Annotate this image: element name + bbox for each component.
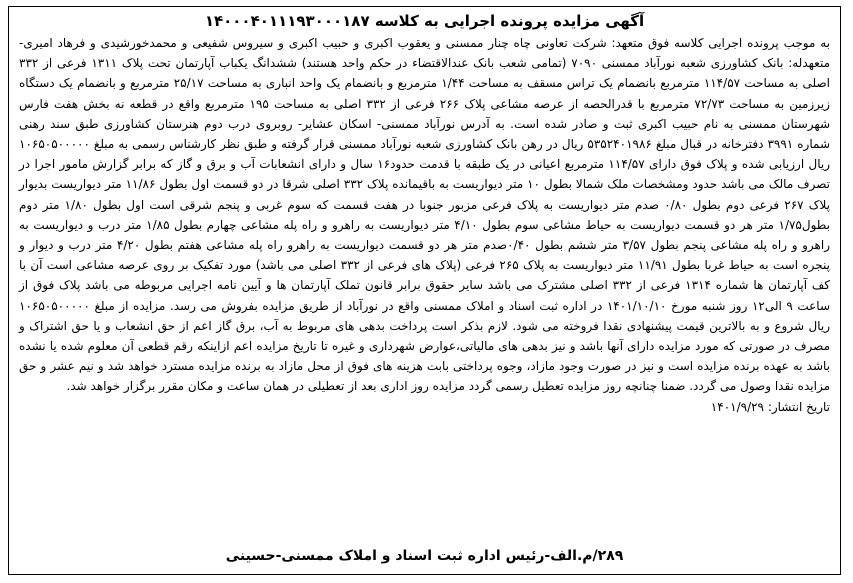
notice-signature: ۲۸۹/م.الف-رئیس اداره ثبت اسناد و املاک ممسنی-حسینی bbox=[225, 548, 624, 564]
notice-body: به موجب پرونده اجرایی کلاسه فوق متعهد: شرکت تعاونی چاه چنار ممسنی و یعقوب اکبری و حبیب اکبری و سیروس شفیعی و محمدخورشیدی و فرهاد امیری- متعهدله: بانک کشاورزی شعبه نورآباد ممسنی ۷۰۹۰ (تمامی شعب بانک عندالاقتضاء در حکم واحد هستند) ششدانگ یکباب آپارتمان تحت پلاک ۱۳۱۱ فرعی از ۳۳۲ اصلی به مساحت ۱۱۴/۵۷ مترمربع بانضمام یک تراس مسقف به مساحت ۱/۴۴ مترمربع و بانضمام یک واحد انباری به مساحت ۲۵/۱۷ مترمربع و بانضمام یک دستگاه زیرزمین به مساحت ۷۲/۷۳ مترمربع با قدرالحصه از عرصه مشاعی پلاک ۲۶۶ فرعی از ۳۳۲ اصلی به مساحت ۱۹۵ مترمربع واقع در قطعه نه بخش هفت فارس شهرستان ممسنی به نام حبیب اکبری ثبت و صادر شده است. به آدرس نورآباد ممسنی- اسکان عشایر- روبروی درب دوم هنرستان کشاورزی طبق سند رهنی شماره ۳۹۹۱ دفترخانه در قبال مبلغ ۵۳۵۲۴۰۱۹۸۶ ریال در رهن بانک کشاورزی شعبه نورآباد ممسنی قرار گرفته و طبق نظر کارشناس رسمی به مبلغ ۱۰۶۵۰۵۰۰۰۰۰ ریال ارزیابی شده و پلاک فوق دارای ۱۱۴/۵۷ مترمربع اعیانی در یک طبقه با قدمت حدود۱۶ سال و دارای انشعابات آب و برق و گاز که برابر گزارش مامور اجرا در تصرف مالک می باشد حدود ومشخصات ملک شمالا بطول ۱۰ متر دیواریست به باقیمانده پلاک ۳۳۲ اصلی شرقا در دو قسمت اول بطول ۱۱/۸۶ متر دیواریست بدیوار پلاک ۲۶۷ فرعی دوم بطول ۰/۸۰ صدم متر دیواریست به پلاک فرعی مزبور جنوبا در هفت قسمت که سوم غربی و پنجم شرقی است اول بطول ۱/۸۰ متر دوم بطول۱/۷۵ متر هر دو قسمت دیواریست به حیاط مشاعی سوم بطول ۴/۱۰ متر دیواریست به راهرو و راه پله مشاعی چهارم بطول ۱/۸۵ متر درب و دیواریست به راهرو و راه پله مشاعی پنجم بطول ۳/۵۷ متر ششم بطول ۰/۴۰صدم متر هر دو قسمت دیواریست به راهرو راه پله مشاعی هفتم بطول ۴/۲۰ متر درب و دیوار و پنجره است به حیاط غربا بطول ۱۱/۹۱ متر دیواریست به پلاک ۲۶۵ فرعی (پلاک های فرعی از ۳۳۲ اصلی می باشد) مورد تفکیک بر روی عرصه مشاعی است آن با کف آپارتمان ها شماره ۱۳۱۴ فرعی از ۳۳۲ اصلی مشترک می باشد سایر حقوق برابر قانون تملک آپارتمان ها و آیین نامه اجرایی مربوطه می باشد پلاک فوق از ساعت ۹ الی۱۲ روز شنبه مورخ ۱۴۰۱/۱۰/۱۰ در اداره ثبت اسناد و املاک ممسنی واقع در نورآباد از طریق مزایده بفروش می رسد. مزایده از مبلغ ۱۰۶۵۰۵۰۰۰۰۰ ریال شروع و به بالاترین قیمت پیشنهادی نقدا فروخته می شود. لازم بذکر است پرداخت بدهی های مربوط به آب، برق گاز اعم از حق انشعاب و یا حق اشتراک و مصرف در صورتی که مورد مزایده دارای آنها باشد و نیز بدهی های مالیاتی،عوارض شهرداری و غیره تا تاریخ مزایده اعم ازاینکه رقم قطعی آن معلوم شده یا نشده باشد به عهده برنده مزایده است و نیز در صورت وجود مازاد، وجوه پرداختی بابت هزینه های فوق از محل مازاد به برنده مزایده مسترد خواهد شد و نیم عشر و حق مزایده نقدا وصول می گردد. ضمنا چنانچه روز مزایده تعطیل رسمی گردد مزایده روز اداری بعد از تعطیلی در همان ساعت و مکان مقرر برگزار خواهد شد. bbox=[19, 36, 831, 394]
notice-title: آگهی مزایده پرونده اجرایی به کلاسه ۱۴۰۰۰۴۰۱۱۱۹۳۰۰۰۱۸۷ bbox=[204, 12, 645, 30]
publish-date: تاریخ انتشار: ۱۴۰۱/۹/۲۹ bbox=[710, 399, 830, 414]
auction-notice bbox=[8, 6, 841, 575]
